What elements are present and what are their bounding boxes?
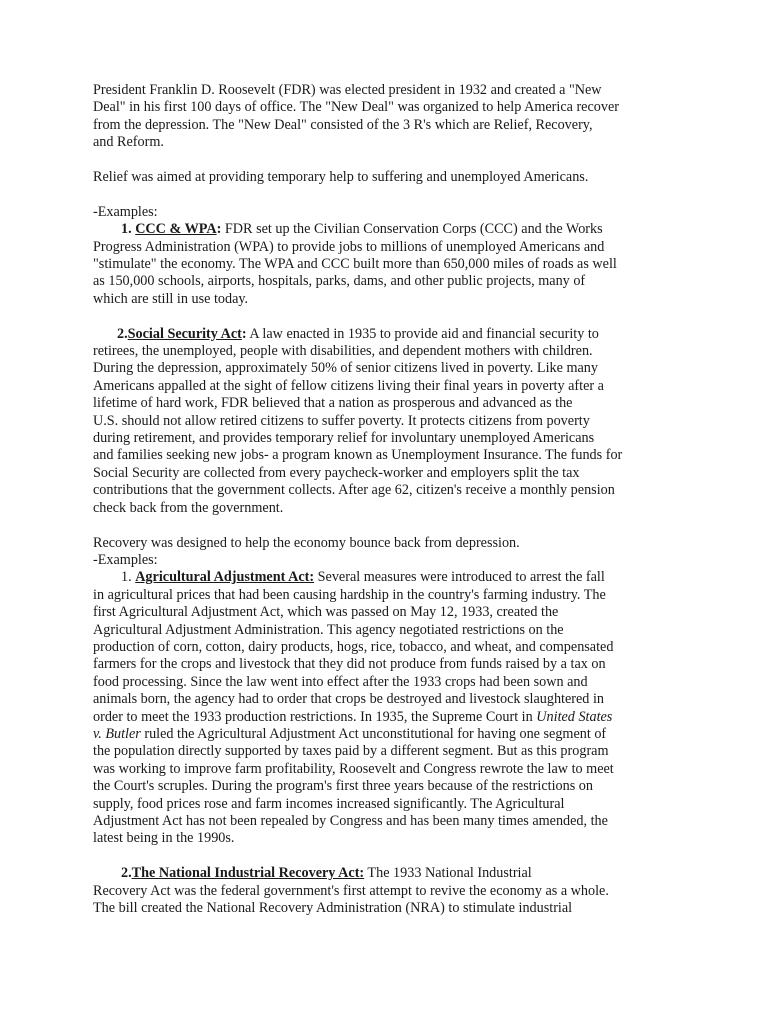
- text-line: Social Security are collected from every paycheck-worker and employers split the tax: [93, 464, 580, 481]
- item-lead: A law enacted in 1935 to provide aid and financial security to: [246, 325, 599, 342]
- relief-item-ccc-wpa: [93, 221, 683, 308]
- text-line: Deal" in his first 100 days of office. The "New Deal" was organized to help America recover: [93, 99, 619, 116]
- text-line: "stimulate" the economy. The WPA and CCC built more than 650,000 miles of roads as well: [93, 256, 617, 273]
- text-segment: ruled the Agricultural Adjustment Act unconstitutional for having one segment of: [140, 725, 607, 742]
- case-name: United States: [536, 708, 613, 725]
- recovery-item-nira: [93, 865, 683, 917]
- text-line: During the depression, approximately 50% of senior citizens lived in poverty. Like many: [93, 360, 598, 377]
- item-lead: The 1933 National Industrial: [364, 865, 532, 882]
- item-number: 1.: [121, 221, 132, 238]
- item-first-line: 1. CCC & WPA: FDR set up the Civilian Conservation Corps (CCC) and the Works: [121, 221, 603, 238]
- text-line: latest being in the 1990s.: [93, 830, 235, 847]
- text-line: first Agricultural Adjustment Act, which was passed on May 12, 1933, created the: [93, 604, 559, 621]
- recovery-item-aaa: [93, 569, 683, 848]
- text-segment: order to meet the 1933 production restrictions. In 1935, the Supreme Court in: [93, 708, 537, 725]
- text-line: animals born, the agency had to order that crops be destroyed and livestock slaughtered in: [93, 691, 604, 708]
- paragraph-gap: [93, 848, 683, 865]
- item-lead: FDR set up the Civilian Conservation Corps (CCC) and the Works: [221, 221, 603, 238]
- text-line: the population directly supported by taxes paid by a different segment. But as this program: [93, 743, 609, 760]
- examples-label: -Examples:: [93, 203, 158, 220]
- case-name: v. Butler: [93, 725, 141, 742]
- item-number: 1.: [121, 569, 132, 586]
- recovery-summary: Recovery was designed to help the economy bounce back from depression.: [93, 534, 520, 551]
- text-line: Progress Administration (WPA) to provide jobs to millions of unemployed Americans and: [93, 238, 605, 255]
- text-line: President Franklin D. Roosevelt (FDR) was elected president in 1932 and created a "New: [93, 82, 602, 98]
- item-title: Social Security Act: [127, 325, 242, 342]
- text-line: production of corn, cotton, dairy products, hogs, rice, tobacco, and wheat, and compensated: [93, 638, 614, 655]
- relief-summary: Relief was aimed at providing temporary help to suffering and unemployed Americans.: [93, 169, 589, 186]
- item-first-line: 2.Social Security Act: A law enacted in 1935 to provide aid and financial security to: [117, 325, 599, 342]
- intro-paragraph: [93, 82, 683, 152]
- text-line: was working to improve farm profitability, Roosevelt and Congress rewrote the law to meet: [93, 760, 614, 777]
- item-first-line: [93, 865, 683, 882]
- item-title: The National Industrial Recovery Act:: [131, 865, 365, 882]
- text-line: Adjustment Act has not been repealed by Congress and has been many times amended, the: [93, 813, 608, 829]
- document-page: [93, 82, 683, 917]
- text-line: Recovery Act was the federal government's first attempt to revive the economy as a whole.: [93, 882, 609, 899]
- item-number: 2.: [121, 865, 132, 882]
- text-line: in agricultural prices that had been causing hardship in the country's farming industry. The: [93, 586, 606, 603]
- text-line: which are still in use today.: [93, 290, 249, 307]
- text-line: from the depression. The "New Deal" consisted of the 3 R's which are Relief, Recovery,: [93, 116, 593, 133]
- text-line: as 150,000 schools, airports, hospitals, parks, dams, and other public projects, many of: [93, 273, 586, 290]
- paragraph-gap: [93, 152, 683, 169]
- text-line: [93, 709, 683, 726]
- text-line: Americans appalled at the sight of fellow citizens living their final years in poverty after a: [93, 377, 604, 394]
- paragraph-gap: [93, 308, 683, 325]
- item-number: 2.: [117, 325, 128, 342]
- text-line: and Reform.: [93, 134, 164, 151]
- text-line: [93, 726, 683, 743]
- examples-label: -Examples:: [93, 551, 158, 568]
- paragraph-gap: [93, 186, 683, 203]
- text-line: supply, food prices rose and farm incomes increased significantly. The Agricultural: [93, 795, 565, 812]
- text-line: during retirement, and provides temporary relief for involuntary unemployed Americans: [93, 430, 595, 447]
- text-line: contributions that the government collects. After age 62, citizen's receive a monthly pension: [93, 482, 615, 499]
- text-line: the Court's scruples. During the program's first three years because of the restrictions on: [93, 778, 593, 795]
- relief-item-social-security: [93, 326, 683, 517]
- text-line: The bill created the National Recovery Administration (NRA) to stimulate industrial: [93, 900, 573, 917]
- text-line: and families seeking new jobs- a program known as Unemployment Insurance. The funds for: [93, 447, 623, 464]
- recovery-section: [93, 535, 683, 918]
- text-line: U.S. should not allow retired citizens to suffer poverty. It protects citizens from poverty: [93, 412, 590, 429]
- text-line: food processing. Since the law went into effect after the 1933 crops had been sown and: [93, 673, 588, 690]
- text-line: retirees, the unemployed, people with disabilities, and dependent mothers with children.: [93, 343, 593, 360]
- paragraph-gap: [93, 517, 683, 534]
- text-line: farmers for the crops and livestock that they did not produce from funds raised by a tax on: [93, 656, 606, 673]
- text-line: Agricultural Adjustment Administration. This agency negotiated restrictions on the: [93, 621, 564, 638]
- item-title: CCC & WPA: [135, 221, 217, 238]
- item-first-line: [93, 569, 683, 586]
- text-line: lifetime of hard work, FDR believed that a nation as prosperous and advanced as the: [93, 395, 573, 412]
- text-line: check back from the government.: [93, 499, 284, 516]
- relief-section: [93, 169, 683, 517]
- item-lead: Several measures were introduced to arrest the fall: [314, 569, 605, 586]
- item-title: Agricultural Adjustment Act:: [135, 569, 315, 586]
